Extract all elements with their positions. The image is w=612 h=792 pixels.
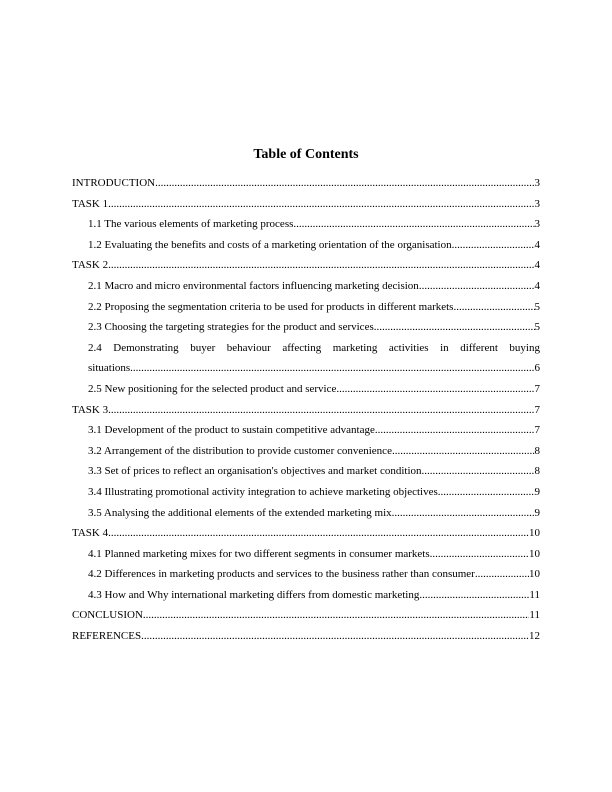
toc-entry-2-3[interactable]: [72, 320, 540, 341]
toc-entry-references[interactable]: [72, 629, 540, 650]
toc-entry-label: 2.1 Macro and micro environmental factors influencing marketing decision: [88, 279, 419, 292]
toc-entry-label: 4.3 How and Why international marketing differs from domestic marketing: [88, 588, 420, 601]
toc-page-number: 10: [529, 568, 540, 581]
toc-page-number: 4: [534, 238, 540, 251]
toc-entry-2-4[interactable]: [72, 341, 540, 382]
toc-entry-label-line1: 2.4 Demonstrating buyer behaviour affecting marketing activities in different buying: [88, 341, 540, 354]
toc-page-number: 11: [529, 609, 540, 622]
toc-entry-4-1[interactable]: [72, 547, 540, 568]
toc-page-number: 8: [534, 465, 540, 478]
toc-page-number: 3: [534, 197, 540, 210]
toc-entry-label: 2.2 Proposing the segmentation criteria to be used for products in different markets: [88, 300, 454, 313]
toc-leader-dots: [375, 423, 535, 437]
toc-leader-dots: [422, 464, 535, 478]
toc-entry-1-1[interactable]: [72, 217, 540, 238]
toc-leader-dots: [419, 588, 529, 602]
toc-entry-conclusion[interactable]: [72, 608, 540, 629]
toc-entry-task-2[interactable]: [72, 258, 540, 279]
toc-page-number: 3: [534, 177, 540, 189]
toc-leader-dots: [374, 320, 535, 334]
toc-leader-dots: [419, 279, 535, 293]
toc-entry-4-2[interactable]: [72, 567, 540, 588]
toc-entry-task-1[interactable]: [72, 197, 540, 218]
toc-entry-label: TASK 3: [72, 403, 109, 416]
toc-entry-label: 1.2 Evaluating the benefits and costs of a marketing orientation of the organisation: [88, 238, 452, 251]
toc-entry-label: 3.1 Development of the product to sustain competitive advantage: [88, 424, 375, 437]
toc-page-number: 5: [534, 300, 540, 313]
toc-leader-dots: [392, 444, 535, 458]
toc-entry-3-2[interactable]: [72, 444, 540, 465]
toc-leader-dots: [143, 608, 530, 622]
toc-page-number: 3: [534, 218, 540, 231]
toc-entry-label: CONCLUSION: [72, 609, 143, 622]
toc-entry-label-line2: situations: [88, 362, 131, 375]
toc-entry-task-4[interactable]: [72, 526, 540, 547]
toc-entry-3-1[interactable]: [72, 423, 540, 444]
toc-entry-4-3[interactable]: [72, 588, 540, 609]
toc-entry-label: 2.5 New positioning for the selected product and service: [88, 382, 337, 395]
toc-entry-task-3[interactable]: [72, 403, 540, 424]
toc-leader-dots: [108, 526, 529, 540]
toc-entry-label: TASK 2: [72, 259, 109, 272]
toc-entry-label: INTRODUCTION: [72, 177, 156, 189]
toc-page-number: 10: [529, 547, 540, 560]
toc-page-number: 4: [534, 279, 540, 292]
toc-leader-dots: [293, 217, 534, 231]
toc-page-number: 7: [534, 424, 540, 437]
toc-page-number: 10: [529, 527, 540, 540]
toc-leader-dots: [108, 258, 534, 272]
toc-leader-dots: [108, 197, 534, 211]
toc-list: [72, 176, 540, 650]
toc-page-number: 9: [534, 485, 540, 498]
toc-page-number: 9: [534, 506, 540, 519]
toc-entry-label: TASK 1: [72, 197, 109, 210]
toc-leader-dots: [452, 238, 535, 252]
toc-entry-label: REFERENCES: [72, 630, 142, 643]
toc-entry-2-5[interactable]: [72, 382, 540, 403]
toc-entry-label: 4.2 Differences in marketing products and services to the business rather than consumer: [88, 568, 475, 581]
toc-entry-2-1[interactable]: [72, 279, 540, 300]
toc-entry-label: 3.5 Analysing the additional elements of the extended marketing mix: [88, 506, 392, 519]
toc-leader-dots: [108, 403, 534, 417]
toc-page-number: 7: [534, 382, 540, 395]
toc-entry-label: 3.2 Arrangement of the distribution to provide customer convenience: [88, 444, 392, 457]
toc-entry-label: 1.1 The various elements of marketing process: [88, 218, 294, 231]
toc-page-number: 4: [534, 259, 540, 272]
toc-leader-dots: [475, 567, 529, 581]
toc-page-number: 7: [534, 403, 540, 416]
toc-entry-label: TASK 4: [72, 527, 109, 540]
toc-entry-label: 4.1 Planned marketing mixes for two different segments in consumer markets: [88, 547, 430, 560]
toc-leader-dots: [130, 361, 534, 375]
toc-leader-dots: [155, 176, 534, 190]
toc-entry-introduction[interactable]: [72, 176, 540, 197]
toc-leader-dots: [392, 506, 535, 520]
toc-entry-1-2[interactable]: [72, 238, 540, 259]
toc-entry-label: 3.3 Set of prices to reflect an organisation's objectives and market condition: [88, 465, 422, 478]
toc-leader-dots: [430, 547, 529, 561]
toc-leader-dots: [141, 629, 529, 643]
toc-entry-3-4[interactable]: [72, 485, 540, 506]
toc-page-number: 6: [534, 362, 540, 375]
toc-leader-dots: [438, 485, 535, 499]
toc-entry-3-3[interactable]: [72, 464, 540, 485]
toc-page-number: 8: [534, 444, 540, 457]
toc-leader-dots: [453, 300, 534, 314]
toc-entry-3-5[interactable]: [72, 506, 540, 527]
toc-page-number: 5: [534, 321, 540, 334]
toc-entry-2-2[interactable]: [72, 300, 540, 321]
toc-entry-label: 2.3 Choosing the targeting strategies for the product and services: [88, 321, 374, 334]
toc-entry-label: 3.4 Illustrating promotional activity integration to achieve marketing objectives: [88, 485, 438, 498]
toc-leader-dots: [336, 382, 534, 396]
toc-page-number: 11: [529, 588, 540, 601]
toc-entry-line2: [88, 361, 540, 382]
toc-page-number: 12: [529, 630, 540, 643]
toc-title: Table of Contents: [253, 147, 359, 162]
